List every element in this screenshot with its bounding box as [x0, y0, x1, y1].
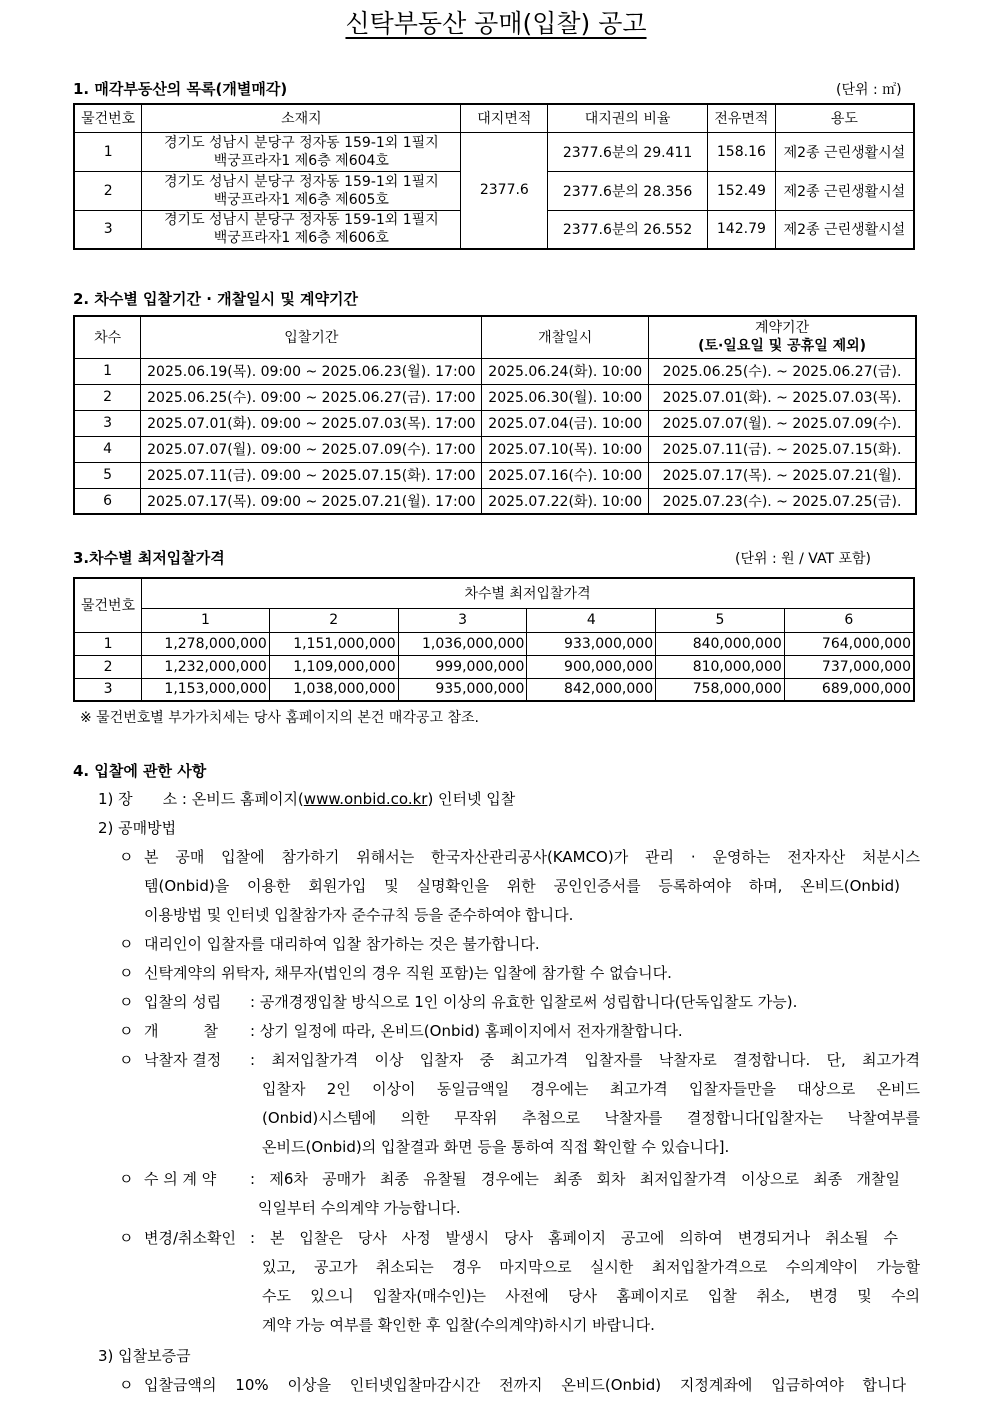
cell-price: 935,000,000	[398, 678, 527, 701]
col-header: 1	[142, 608, 270, 632]
bid-place-label: 1) 장 소 : 온비드 홈페이지(	[98, 790, 304, 808]
property-header-row	[74, 104, 914, 132]
col-header: 차수	[74, 316, 141, 358]
bid-place	[98, 788, 515, 809]
rule-text: 입찰자 2인 이상이 동일금액일 경우에는 최고가격 입찰자들만을 대상으로 온비드	[262, 1080, 920, 1098]
cell-price: 689,000,000	[784, 678, 914, 701]
rule-label: 낙찰자 결정	[144, 1051, 222, 1069]
cell-price: 1,153,000,000	[142, 678, 270, 701]
cell-round: 3	[74, 410, 141, 436]
section1-unit: (단위 : ㎡)	[836, 82, 902, 98]
cell-no: 2	[74, 655, 142, 678]
col-header: 3	[398, 608, 527, 632]
cell-no: 1	[74, 632, 142, 655]
cell-contract-period: 2025.07.17(목). ~ 2025.07.21(월).	[649, 462, 916, 488]
cell-bid-period: 2025.07.07(월). 09:00 ~ 2025.07.09(수). 17:00	[141, 436, 482, 462]
bullet-mark: ㅇ	[119, 1051, 134, 1069]
col-header: 대지권의 비율	[548, 104, 708, 132]
bullet-mark: ㅇ	[119, 848, 134, 866]
rule-text: 입찰금액의 10% 이상을 인터넷입찰마감시간 전까지 온비드(Onbid) 지정계좌에 입금하여야 합니다	[144, 1376, 906, 1394]
cell-price: 933,000,000	[527, 632, 656, 655]
vat-note: ※ 물건번호별 부가가치세는 당사 홈페이지의 본건 매각공고 참조.	[80, 710, 479, 726]
header-line: (토·일요일 및 공휴일 제외)	[698, 338, 867, 355]
bullet-mark: ㅇ	[119, 1229, 134, 1247]
cell-open-time: 2025.07.16(수). 10:00	[482, 462, 649, 488]
cell-bid-period: 2025.06.19(목). 09:00 ~ 2025.06.23(월). 17:00	[141, 358, 482, 384]
cell-open-time: 2025.06.24(화). 10:00	[482, 358, 649, 384]
cell-open-time: 2025.07.04(금). 10:00	[482, 410, 649, 436]
table-row	[74, 132, 914, 171]
cell-bid-period: 2025.07.11(금). 09:00 ~ 2025.07.15(화). 17:00	[141, 462, 482, 488]
col-header-group: 차수별 최저입찰가격	[142, 578, 914, 608]
cell-contract-period: 2025.07.23(수). ~ 2025.07.25(금).	[649, 488, 916, 514]
cell-contract-period: 2025.07.11(금). ~ 2025.07.15(화).	[649, 436, 916, 462]
rule-text: 온비드(Onbid)의 입찰결과 화면 등을 통하여 직접 확인할 수 있습니다].	[262, 1138, 730, 1156]
table-row	[74, 436, 916, 462]
col-header: 용도	[775, 104, 914, 132]
table-row	[74, 462, 916, 488]
bullet-mark: ㅇ	[119, 1376, 134, 1394]
cell-price: 999,000,000	[398, 655, 527, 678]
rule-text: 본 공매 입찰에 참가하기 위해서는 한국자산관리공사(KAMCO)가 관리 · 운영하는 전자자산 처분시스	[144, 848, 920, 866]
table-row	[74, 632, 914, 655]
address-line: 경기도 성남시 분당구 정자동 159-1외 1필지	[164, 212, 439, 229]
cell-no: 3	[74, 210, 142, 249]
address-line: 경기도 성남시 분당구 정자동 159-1외 1필지	[164, 173, 439, 190]
rule-text: : 본 입찰은 당사 사정 발생시 당사 홈페이지 공고에 의하여 변경되거나 취소될 수	[250, 1229, 898, 1247]
page-title: 신탁부동산 공매(입찰) 공고	[345, 9, 647, 38]
bullet-mark: ㅇ	[119, 935, 134, 953]
price-table	[73, 577, 915, 702]
rule-text: : 최저입찰가격 이상 입찰자 중 최고가격 입찰자를 낙찰자로 결정합니다. 단, 최고가격	[250, 1051, 920, 1069]
cell-round: 4	[74, 436, 141, 462]
table-row	[74, 655, 914, 678]
rule-label: 변경/취소확인	[144, 1229, 236, 1247]
col-header: 입찰기간	[141, 316, 482, 358]
col-header: 6	[784, 608, 914, 632]
cell-bid-period: 2025.07.01(화). 09:00 ~ 2025.07.03(목). 17:00	[141, 410, 482, 436]
address-line: 백궁프라자1 제6층 제604호	[213, 152, 389, 169]
col-header: 소재지	[142, 104, 461, 132]
cell-area: 142.79	[707, 210, 775, 249]
bullet-mark: ㅇ	[119, 1022, 134, 1040]
cell-round: 5	[74, 462, 141, 488]
table-row	[74, 358, 916, 384]
rule-text: 있고, 공고가 취소되는 경우 마지막으로 실시한 최저입찰가격으로 수의계약이 가능할	[262, 1258, 920, 1276]
cell-price: 1,038,000,000	[269, 678, 398, 701]
cell-bid-period: 2025.07.17(목). 09:00 ~ 2025.07.21(월). 17:00	[141, 488, 482, 514]
section3-heading: 3.차수별 최저입찰가격	[73, 549, 225, 567]
col-header: 전유면적	[707, 104, 775, 132]
address-line: 경기도 성남시 분당구 정자동 159-1외 1필지	[164, 134, 439, 151]
cell-address	[142, 132, 461, 171]
cell-address	[142, 210, 461, 249]
bullet-mark: ㅇ	[119, 993, 134, 1011]
col-header: 2	[269, 608, 398, 632]
rule-label: 개 찰	[144, 1022, 218, 1040]
property-table	[73, 103, 915, 250]
cell-price: 1,109,000,000	[269, 655, 398, 678]
cell-price: 842,000,000	[527, 678, 656, 701]
price-header-row	[74, 578, 914, 608]
rule-label: 입찰의 성립	[144, 993, 222, 1011]
address-line: 백궁프라자1 제6층 제606호	[213, 230, 389, 247]
col-header: 개찰일시	[482, 316, 649, 358]
cell-area: 158.16	[707, 132, 775, 171]
cell-ratio: 2377.6분의 26.552	[548, 210, 708, 249]
bid-place-tail: ) 인터넷 입찰	[427, 790, 516, 808]
cell-no: 1	[74, 132, 142, 171]
col-header: 대지면적	[461, 104, 548, 132]
cell-round: 6	[74, 488, 141, 514]
cell-price: 1,151,000,000	[269, 632, 398, 655]
rule-text: 익일부터 수의계약 가능합니다.	[258, 1199, 461, 1217]
cell-price: 764,000,000	[784, 632, 914, 655]
section2-heading: 2. 차수별 입찰기간 · 개찰일시 및 계약기간	[73, 290, 359, 308]
cell-no: 3	[74, 678, 142, 701]
bullet-mark: ㅇ	[119, 1170, 134, 1188]
cell-use: 제2종 근린생활시설	[775, 210, 914, 249]
cell-contract-period: 2025.07.01(화). ~ 2025.07.03(목).	[649, 384, 916, 410]
rule-text: : 제6차 공매가 최종 유찰될 경우에는 최종 회차 최저입찰가격 이상으로 최종 개찰일	[250, 1170, 900, 1188]
table-row	[74, 678, 914, 701]
cell-open-time: 2025.07.22(화). 10:00	[482, 488, 649, 514]
cell-address	[142, 171, 461, 210]
cell-price: 900,000,000	[527, 655, 656, 678]
section4-heading: 4. 입찰에 관한 사항	[73, 762, 207, 780]
price-round-row	[74, 608, 914, 632]
cell-price: 810,000,000	[656, 655, 785, 678]
rule-text: : 공개경쟁입찰 방식으로 1인 이상의 유효한 입찰로써 성립합니다(단독입찰도 가능).	[250, 993, 798, 1011]
col-header: 4	[527, 608, 656, 632]
rule-text: 신탁계약의 위탁자, 채무자(법인의 경우 직원 포함)는 입찰에 참가할 수 없습니다.	[144, 964, 672, 982]
cell-price: 840,000,000	[656, 632, 785, 655]
section1-heading: 1. 매각부동산의 목록(개별매각)	[73, 80, 288, 98]
cell-open-time: 2025.06.30(월). 10:00	[482, 384, 649, 410]
cell-price: 758,000,000	[656, 678, 785, 701]
rule-label: 수 의 계 약	[144, 1170, 217, 1188]
cell-land-area: 2377.6	[461, 132, 548, 249]
cell-use: 제2종 근린생활시설	[775, 132, 914, 171]
cell-area: 152.49	[707, 171, 775, 210]
cell-price: 1,232,000,000	[142, 655, 270, 678]
cell-bid-period: 2025.06.25(수). 09:00 ~ 2025.06.27(금). 17:00	[141, 384, 482, 410]
col-header	[649, 316, 916, 358]
rule-text: 대리인이 입찰자를 대리하여 입찰 참가하는 것은 불가합니다.	[144, 935, 540, 953]
col-header: 물건번호	[74, 104, 142, 132]
address-line: 백궁프라자1 제6층 제605호	[213, 191, 389, 208]
cell-price: 737,000,000	[784, 655, 914, 678]
cell-contract-period: 2025.07.07(월). ~ 2025.07.09(수).	[649, 410, 916, 436]
schedule-table	[73, 315, 917, 515]
table-row	[74, 410, 916, 436]
cell-ratio: 2377.6분의 29.411	[548, 132, 708, 171]
rule-text: 템(Onbid)을 이용한 회원가입 및 실명확인을 위한 공인인증서를 등록하여야 하며, 온비드(Onbid)	[144, 877, 900, 895]
rule-text: 계약 가능 여부를 확인한 후 입찰(수의계약)하시기 바랍니다.	[262, 1316, 655, 1334]
cell-use: 제2종 근린생활시설	[775, 171, 914, 210]
header-line: 계약기간	[755, 320, 810, 337]
cell-price: 1,036,000,000	[398, 632, 527, 655]
table-row	[74, 488, 916, 514]
method-heading: 2) 공매방법	[98, 819, 177, 837]
cell-round: 2	[74, 384, 141, 410]
cell-round: 1	[74, 358, 141, 384]
onbid-link[interactable]: www.onbid.co.kr	[303, 790, 428, 808]
cell-ratio: 2377.6분의 28.356	[548, 171, 708, 210]
bullet-mark: ㅇ	[119, 964, 134, 982]
rule-text: : 상기 일정에 따라, 온비드(Onbid) 홈페이지에서 전자개찰합니다.	[250, 1022, 683, 1040]
table-row	[74, 384, 916, 410]
rule-text: (Onbid)시스템에 의한 무작위 추첨으로 낙찰자를 결정합니다[입찰자는 낙찰여부를	[262, 1109, 920, 1127]
rule-text: 수도 있으니 입찰자(매수인)는 사전에 당사 홈페이지로 입찰 취소, 변경 및 수의	[262, 1287, 920, 1305]
deposit-heading: 3) 입찰보증금	[98, 1347, 191, 1365]
cell-no: 2	[74, 171, 142, 210]
col-header: 물건번호	[74, 578, 142, 632]
col-header: 5	[656, 608, 785, 632]
schedule-header-row	[74, 316, 916, 358]
cell-open-time: 2025.07.10(목). 10:00	[482, 436, 649, 462]
section3-unit: (단위 : 원 / VAT 포함)	[735, 551, 871, 567]
cell-price: 1,278,000,000	[142, 632, 270, 655]
cell-contract-period: 2025.06.25(수). ~ 2025.06.27(금).	[649, 358, 916, 384]
rule-text: 이용방법 및 인터넷 입찰참가자 준수규칙 등을 준수하여야 합니다.	[144, 906, 574, 924]
